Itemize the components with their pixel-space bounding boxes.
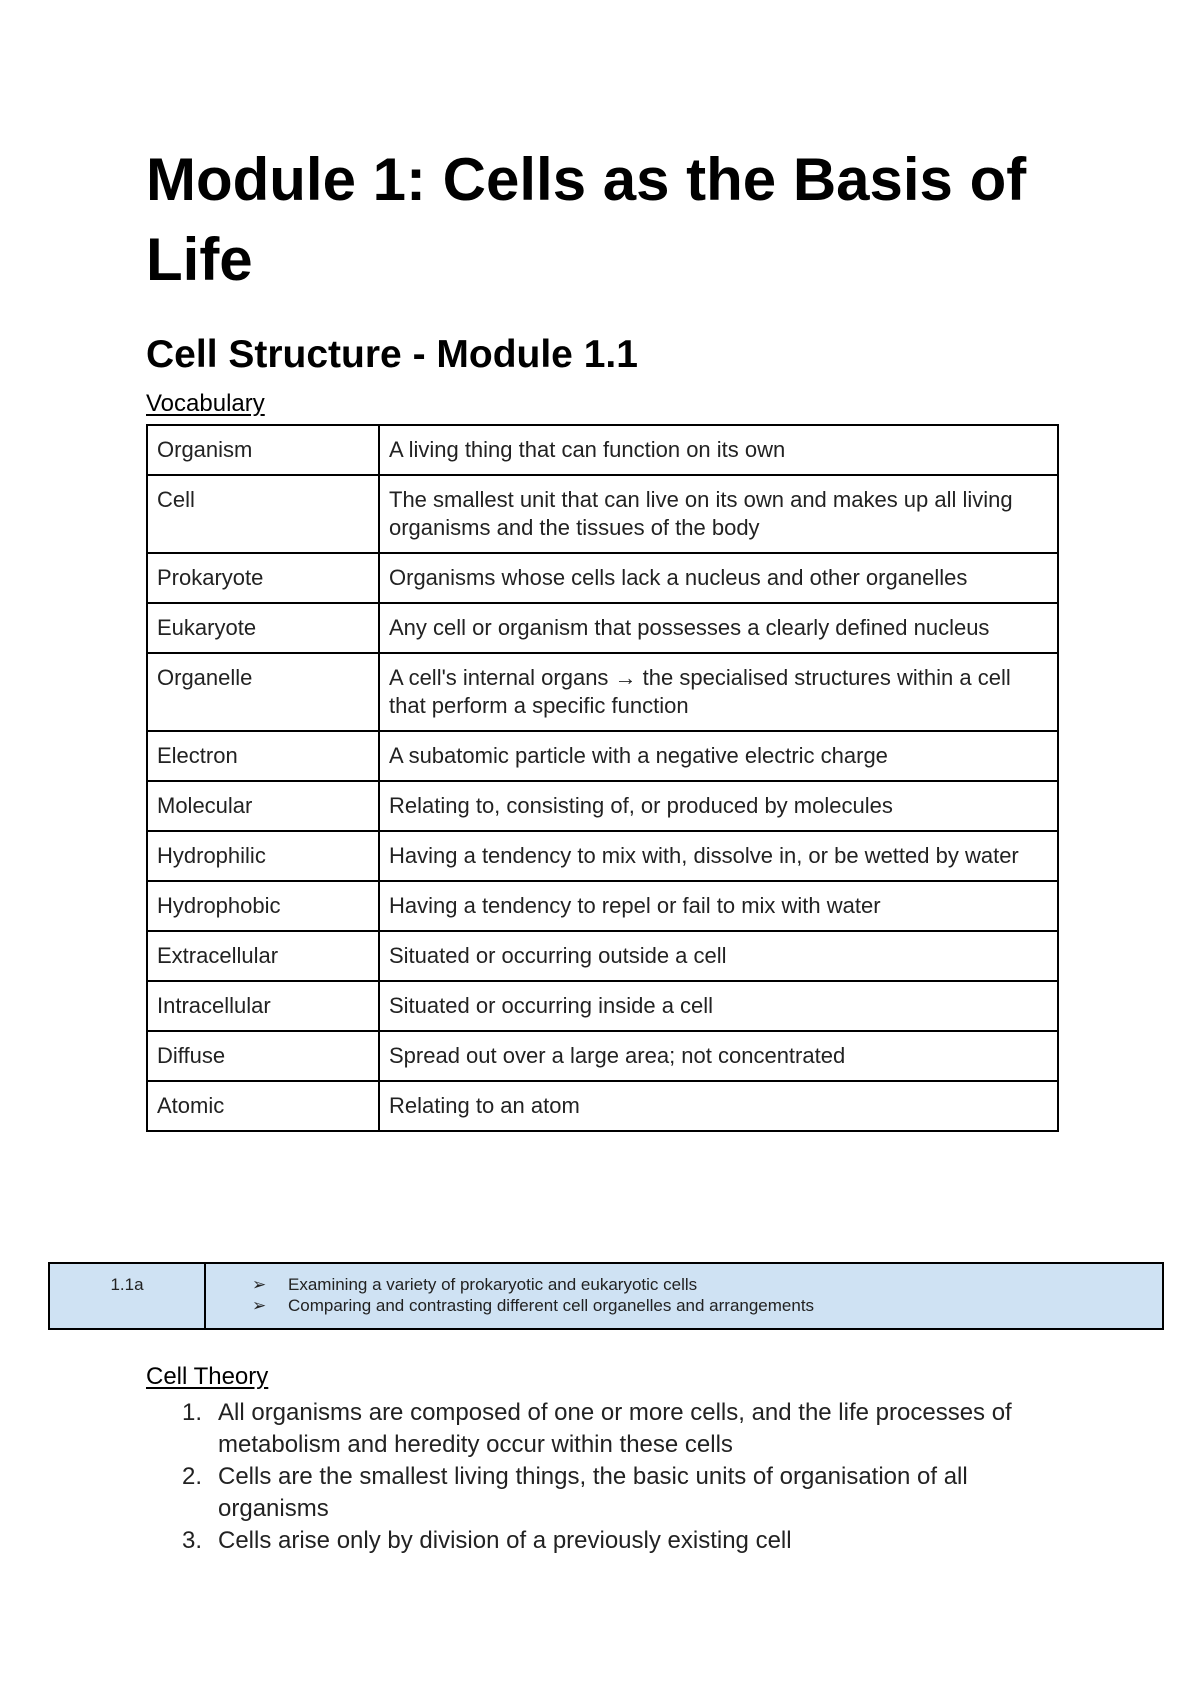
table-row xyxy=(147,653,1058,731)
vocab-definition: Having a tendency to repel or fail to mix with water xyxy=(379,881,1058,931)
outcome-points xyxy=(205,1263,1163,1329)
cell-theory-list xyxy=(146,1397,1046,1557)
vocab-term: Prokaryote xyxy=(147,553,379,603)
outcome-table xyxy=(48,1262,1164,1330)
vocab-term: Extracellular xyxy=(147,931,379,981)
table-row xyxy=(147,425,1058,475)
list-item xyxy=(252,1274,1162,1295)
page-title: Module 1: Cells as the Basis of Life xyxy=(146,146,1027,293)
vocab-definition: Relating to, consisting of, or produced by molecules xyxy=(379,781,1058,831)
table-row xyxy=(147,475,1058,553)
vocab-term: Diffuse xyxy=(147,1031,379,1081)
outcome-point-text: Examining a variety of prokaryotic and eukaryotic cells xyxy=(288,1275,698,1294)
vocab-term: Atomic xyxy=(147,1081,379,1131)
vocab-term: Molecular xyxy=(147,781,379,831)
vocab-term: Hydrophobic xyxy=(147,881,379,931)
vocab-definition: Spread out over a large area; not concentrated xyxy=(379,1031,1058,1081)
table-row xyxy=(147,553,1058,603)
list-item-text: Cells are the smallest living things, the basic units of organisation of all organisms xyxy=(218,1463,968,1522)
list-item xyxy=(146,1525,1046,1557)
section-title: Cell Structure - Module 1.1 xyxy=(146,333,638,376)
vocab-term: Intracellular xyxy=(147,981,379,1031)
outcome-point-text: Comparing and contrasting different cell organelles and arrangements xyxy=(288,1296,815,1315)
vocab-definition: Situated or occurring inside a cell xyxy=(379,981,1058,1031)
vocab-definition: Organisms whose cells lack a nucleus and other organelles xyxy=(379,553,1058,603)
vocab-term: Eukaryote xyxy=(147,603,379,653)
list-item-text: All organisms are composed of one or more cells, and the life processes of metabolism and heredity occur within these cells xyxy=(218,1399,1012,1458)
vocab-definition: A living thing that can function on its own xyxy=(379,425,1058,475)
vocab-term: Hydrophilic xyxy=(147,831,379,881)
vocab-definition: A cell's internal organs → the specialised structures within a cell that perform a specific function xyxy=(379,653,1058,731)
list-item-text: Cells arise only by division of a previously existing cell xyxy=(218,1527,792,1554)
vocab-term: Cell xyxy=(147,475,379,553)
table-row xyxy=(147,603,1058,653)
outcome-code: 1.1a xyxy=(49,1263,205,1329)
table-row xyxy=(49,1263,1163,1329)
table-row xyxy=(147,1031,1058,1081)
vocab-term: Organism xyxy=(147,425,379,475)
table-row xyxy=(147,881,1058,931)
vocab-definition: Relating to an atom xyxy=(379,1081,1058,1131)
vocabulary-table xyxy=(146,424,1059,1132)
vocab-definition: A subatomic particle with a negative electric charge xyxy=(379,731,1058,781)
list-number: 1. xyxy=(182,1399,203,1426)
vocab-definition: Situated or occurring outside a cell xyxy=(379,931,1058,981)
outcome-list xyxy=(206,1274,1162,1316)
arrow-bullet-icon: ➢ xyxy=(252,1275,267,1294)
list-number: 2. xyxy=(182,1463,203,1490)
vocab-definition: The smallest unit that can live on its own and makes up all living organisms and the tissues of the body xyxy=(379,475,1058,553)
list-item xyxy=(252,1295,1162,1316)
table-row xyxy=(147,731,1058,781)
table-row xyxy=(147,781,1058,831)
vocab-definition: Having a tendency to mix with, dissolve in, or be wetted by water xyxy=(379,831,1058,881)
list-item xyxy=(146,1461,1046,1525)
vocab-definition: Any cell or organism that possesses a clearly defined nucleus xyxy=(379,603,1058,653)
vocab-term: Organelle xyxy=(147,653,379,731)
table-row xyxy=(147,831,1058,881)
table-row xyxy=(147,931,1058,981)
list-number: 3. xyxy=(182,1527,203,1554)
list-item xyxy=(146,1397,1046,1461)
table-row xyxy=(147,1081,1058,1131)
arrow-bullet-icon: ➢ xyxy=(252,1296,267,1315)
vocab-term: Electron xyxy=(147,731,379,781)
table-row xyxy=(147,981,1058,1031)
vocabulary-heading: Vocabulary xyxy=(146,390,265,417)
cell-theory-heading: Cell Theory xyxy=(146,1363,269,1390)
